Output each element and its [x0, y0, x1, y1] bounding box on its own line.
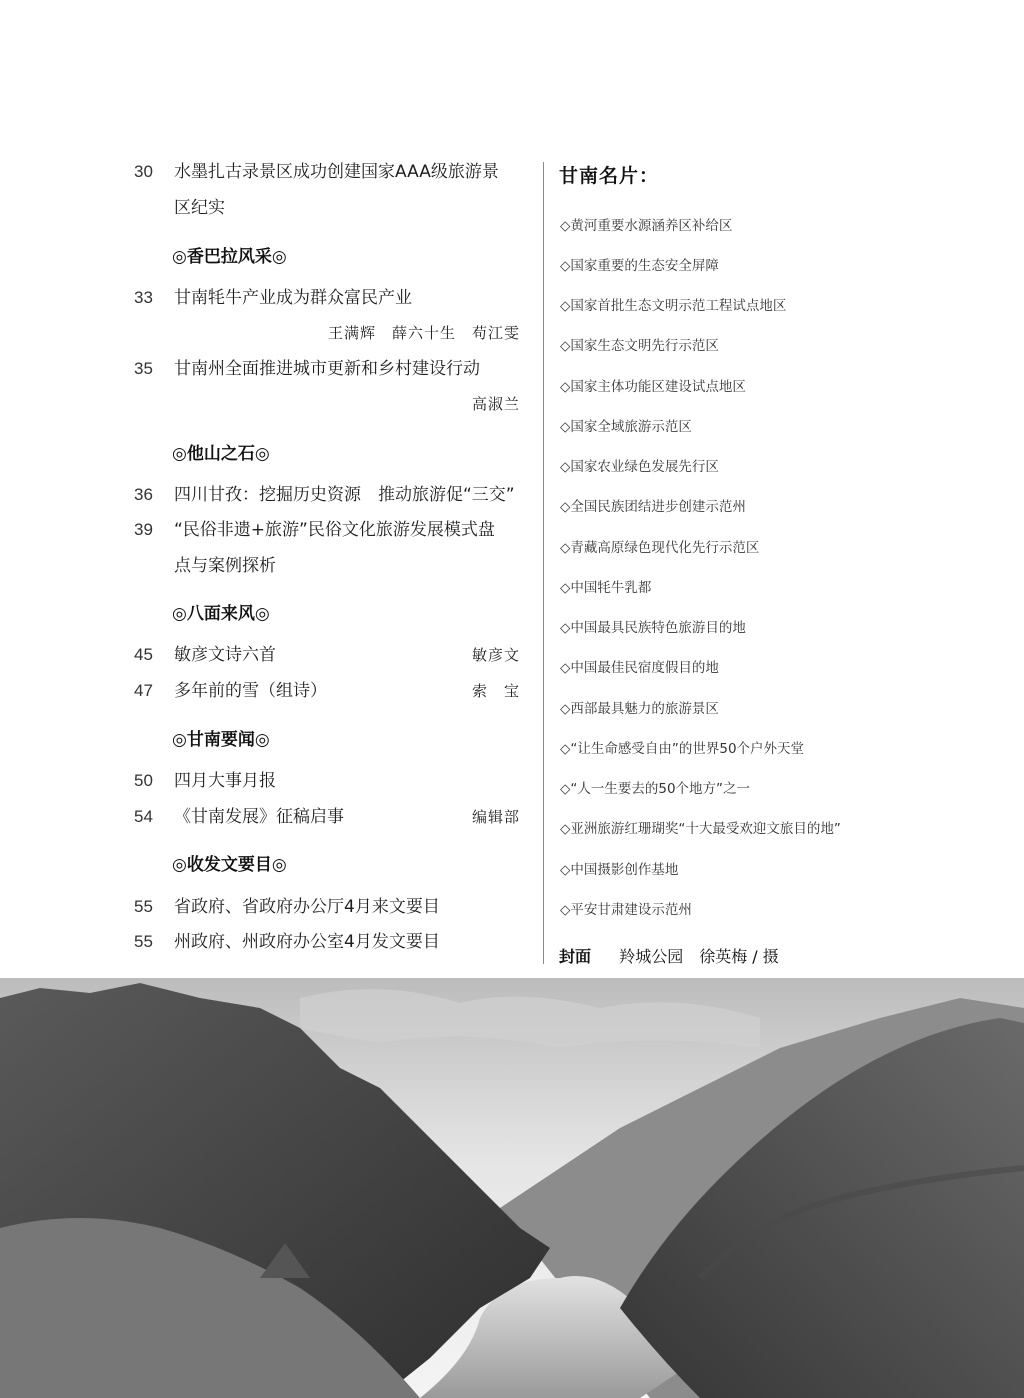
entry-title: 水墨扎古录景区成功创建国家AAA级旅游景 [174, 162, 499, 182]
sidebar-item: ◇“人一生要去的50个地方”之一 [560, 781, 751, 797]
page-number: 54 [134, 807, 153, 826]
page-number: 55 [134, 897, 153, 916]
section-heading: ◎甘南要闻◎ [172, 730, 270, 750]
page-number: 39 [134, 520, 153, 539]
page-number: 45 [134, 645, 153, 664]
section-heading: ◎他山之石◎ [172, 444, 270, 464]
entry-title: 甘南州全面推进城市更新和乡村建设行动 [174, 359, 480, 379]
section-heading: ◎八面来风◎ [172, 604, 270, 624]
entry-title: 四川甘孜：挖掘历史资源 推动旅游促“三交” [174, 485, 515, 505]
sidebar-item: ◇国家首批生态文明示范工程试点地区 [560, 298, 787, 314]
sidebar-item: ◇亚洲旅游红珊瑚奖“十大最受欢迎文旅目的地” [560, 821, 841, 837]
sidebar-item: ◇国家农业绿色发展先行区 [560, 459, 719, 475]
sidebar-item: ◇“让生命感受自由”的世界50个户外天堂 [560, 741, 805, 757]
sidebar-item: ◇国家主体功能区建设试点地区 [560, 379, 746, 395]
entry-title: 州政府、州政府办公室4月发文要目 [174, 932, 440, 952]
cover-caption: 羚城公园 徐英梅 / 摄 [619, 947, 779, 966]
cover-credit [559, 944, 779, 967]
page-number: 55 [134, 932, 153, 951]
sidebar-item: ◇中国最佳民宿度假目的地 [560, 660, 719, 676]
sidebar-item: ◇青藏高原绿色现代化先行示范区 [560, 540, 760, 556]
sidebar-item: ◇全国民族团结进步创建示范州 [560, 499, 746, 515]
entry-title: 甘南牦牛产业成为群众富民产业 [174, 288, 412, 308]
entry-title: 省政府、省政府办公厅4月来文要目 [174, 897, 440, 917]
sidebar-item: ◇黄河重要水源涵养区补给区 [560, 218, 733, 234]
entry-author: 编辑部 [471, 808, 520, 826]
sidebar-item: ◇中国最具民族特色旅游目的地 [560, 620, 746, 636]
page-number: 36 [134, 485, 153, 504]
sidebar-item: ◇中国牦牛乳都 [560, 580, 652, 596]
landscape-photo [0, 978, 1024, 1398]
sidebar-item: ◇中国摄影创作基地 [560, 862, 679, 878]
entry-title: 敏彦文诗六首 [174, 645, 276, 665]
page-number: 35 [134, 359, 153, 378]
sidebar-item: ◇平安甘肃建设示范州 [560, 902, 692, 918]
page-number: 30 [134, 162, 153, 181]
sidebar-item: ◇国家生态文明先行示范区 [560, 338, 719, 354]
sidebar-title: 甘南名片： [559, 165, 660, 187]
sidebar-item: ◇国家全域旅游示范区 [560, 419, 692, 435]
entry-author: 王满辉 薛六十生 苟江雯 [327, 324, 520, 342]
table-of-contents [0, 0, 540, 980]
entry-title: 多年前的雪（组诗） [174, 681, 327, 701]
entry-title-continued: 区纪实 [174, 198, 225, 218]
entry-author: 敏彦文 [471, 646, 520, 664]
page-number: 33 [134, 288, 153, 307]
entry-author: 索 宝 [471, 682, 520, 700]
entry-title: 《甘南发展》征稿启事 [174, 807, 344, 827]
entry-title: 四月大事月报 [174, 771, 276, 791]
sidebar-item: ◇西部最具魅力的旅游景区 [560, 701, 719, 717]
section-heading: ◎香巴拉风采◎ [172, 247, 287, 267]
sidebar-item: ◇国家重要的生态安全屏障 [560, 258, 719, 274]
page-number: 47 [134, 681, 153, 700]
section-heading: ◎收发文要目◎ [172, 855, 287, 875]
entry-title: “民俗非遗+旅游”民俗文化旅游发展模式盘 [174, 520, 495, 540]
entry-author: 高淑兰 [471, 395, 520, 413]
column-divider [543, 162, 544, 964]
entry-title-continued: 点与案例探析 [174, 556, 276, 576]
page-number: 50 [134, 771, 153, 790]
cover-label: 封面 [559, 947, 592, 966]
